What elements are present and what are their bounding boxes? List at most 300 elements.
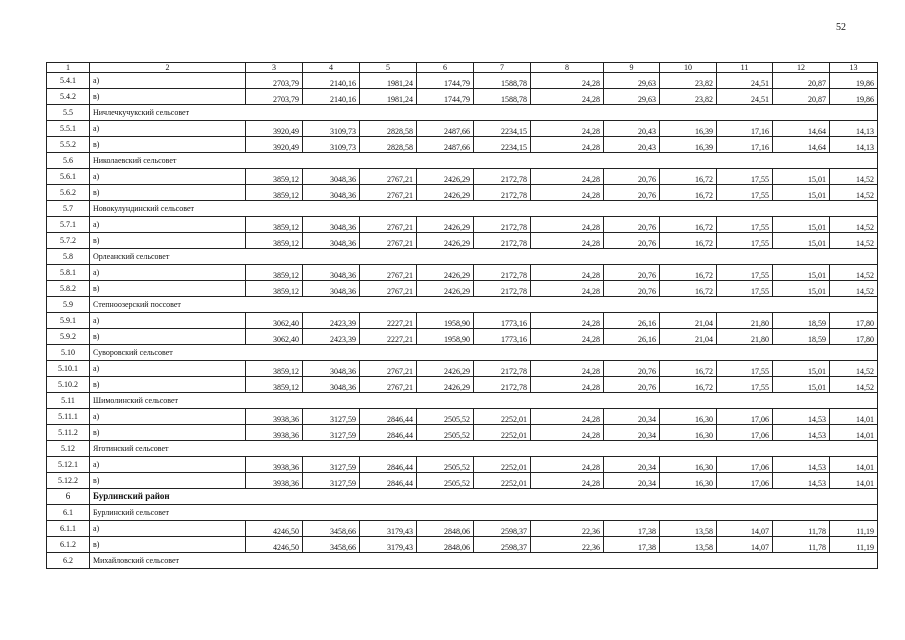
table-cell: 20,34 <box>604 425 660 441</box>
row-number: 5.11 <box>47 393 90 409</box>
table-cell: 20,76 <box>604 361 660 377</box>
table-cell: 21,80 <box>717 329 773 345</box>
table-cell: 1981,24 <box>360 73 417 89</box>
table-cell: 11,78 <box>773 521 830 537</box>
table-cell: 2505,52 <box>417 425 474 441</box>
table-cell: 24,28 <box>531 185 604 201</box>
table-cell: 20,43 <box>604 121 660 137</box>
row-number: 5.7.2 <box>47 233 90 249</box>
section-name: Степноозерский поссовет <box>90 297 878 313</box>
table-cell: 26,16 <box>604 329 660 345</box>
row-number: 5.11.2 <box>47 425 90 441</box>
table-cell: 17,55 <box>717 361 773 377</box>
table-cell: 2767,21 <box>360 185 417 201</box>
page-number: 52 <box>836 22 846 33</box>
table-cell: 17,55 <box>717 377 773 393</box>
table-cell: 17,80 <box>830 313 878 329</box>
table-cell: 24,28 <box>531 313 604 329</box>
table-cell: 2140,16 <box>303 73 360 89</box>
table-cell: 2767,21 <box>360 169 417 185</box>
table-cell: 3920,49 <box>246 137 303 153</box>
section-name: Бурлинский район <box>90 489 878 505</box>
table-cell: 20,76 <box>604 233 660 249</box>
column-header: 9 <box>604 63 660 73</box>
table-cell: 2846,44 <box>360 409 417 425</box>
section-name: Михайловский сельсовет <box>90 553 878 569</box>
table-cell: 11,78 <box>773 537 830 553</box>
section-row <box>47 201 878 217</box>
table-cell: 16,39 <box>660 121 717 137</box>
row-number: 5.9 <box>47 297 90 313</box>
table-cell: 29,63 <box>604 89 660 105</box>
table-cell: 16,30 <box>660 457 717 473</box>
table-cell: 24,51 <box>717 89 773 105</box>
table-cell: 24,28 <box>531 473 604 489</box>
table-row <box>47 265 878 281</box>
table-cell: 16,72 <box>660 361 717 377</box>
table-cell: 16,39 <box>660 137 717 153</box>
table-row <box>47 473 878 489</box>
table-cell: 2767,21 <box>360 377 417 393</box>
table-row <box>47 537 878 553</box>
row-label: в) <box>90 425 246 441</box>
table-cell: 1773,16 <box>474 313 531 329</box>
table-cell: 24,28 <box>531 137 604 153</box>
table-cell: 20,43 <box>604 137 660 153</box>
table-cell: 3859,12 <box>246 185 303 201</box>
table-cell: 16,72 <box>660 377 717 393</box>
table-cell: 1588,78 <box>474 73 531 89</box>
section-name: Ничлечкучукский сельсовет <box>90 105 878 121</box>
row-number: 5.7.1 <box>47 217 90 233</box>
table-cell: 16,72 <box>660 185 717 201</box>
table-cell: 2846,44 <box>360 425 417 441</box>
table-cell: 15,01 <box>773 169 830 185</box>
row-label: а) <box>90 361 246 377</box>
table-cell: 16,30 <box>660 425 717 441</box>
table-cell: 1744,79 <box>417 89 474 105</box>
table-cell: 16,72 <box>660 265 717 281</box>
row-label: в) <box>90 89 246 105</box>
column-header: 13 <box>830 63 878 73</box>
column-header: 5 <box>360 63 417 73</box>
table-cell: 14,01 <box>830 409 878 425</box>
table-cell: 14,13 <box>830 121 878 137</box>
table-cell: 24,28 <box>531 425 604 441</box>
table-cell: 15,01 <box>773 265 830 281</box>
table-cell: 22,36 <box>531 537 604 553</box>
table-cell: 14,53 <box>773 409 830 425</box>
table-cell: 3048,36 <box>303 265 360 281</box>
table-cell: 3938,36 <box>246 409 303 425</box>
table-cell: 2426,29 <box>417 377 474 393</box>
table-cell: 14,52 <box>830 185 878 201</box>
table-cell: 2234,15 <box>474 121 531 137</box>
table-row <box>47 313 878 329</box>
table-cell: 4246,50 <box>246 537 303 553</box>
table-cell: 2703,79 <box>246 89 303 105</box>
column-header: 6 <box>417 63 474 73</box>
table-cell: 14,52 <box>830 361 878 377</box>
column-header: 12 <box>773 63 830 73</box>
table-cell: 2423,39 <box>303 329 360 345</box>
table-row <box>47 185 878 201</box>
table-cell: 15,01 <box>773 281 830 297</box>
row-number: 5.8.1 <box>47 265 90 281</box>
row-label: в) <box>90 473 246 489</box>
table-cell: 1744,79 <box>417 73 474 89</box>
table-cell: 14,13 <box>830 137 878 153</box>
row-number: 5.10.1 <box>47 361 90 377</box>
table-cell: 2172,78 <box>474 377 531 393</box>
table-cell: 11,19 <box>830 537 878 553</box>
table-cell: 3048,36 <box>303 169 360 185</box>
table-cell: 3127,59 <box>303 457 360 473</box>
row-number: 5.6 <box>47 153 90 169</box>
table-cell: 16,72 <box>660 169 717 185</box>
section-row <box>47 441 878 457</box>
table-cell: 2426,29 <box>417 185 474 201</box>
section-name: Суворовский сельсовет <box>90 345 878 361</box>
table-cell: 3062,40 <box>246 313 303 329</box>
row-number: 6.1.2 <box>47 537 90 553</box>
table-cell: 2172,78 <box>474 185 531 201</box>
table-cell: 24,28 <box>531 457 604 473</box>
table-cell: 18,59 <box>773 313 830 329</box>
table-cell: 2423,39 <box>303 313 360 329</box>
table-cell: 20,76 <box>604 281 660 297</box>
table-cell: 15,01 <box>773 377 830 393</box>
table-row <box>47 233 878 249</box>
table-cell: 17,38 <box>604 521 660 537</box>
table-cell: 24,28 <box>531 89 604 105</box>
table-row <box>47 121 878 137</box>
table-cell: 14,01 <box>830 473 878 489</box>
table-cell: 2172,78 <box>474 265 531 281</box>
row-label: в) <box>90 233 246 249</box>
table-cell: 3048,36 <box>303 217 360 233</box>
table-cell: 2487,66 <box>417 121 474 137</box>
table-cell: 24,28 <box>531 409 604 425</box>
table-cell: 14,01 <box>830 457 878 473</box>
table-cell: 3109,73 <box>303 121 360 137</box>
table-cell: 24,28 <box>531 233 604 249</box>
table-cell: 17,06 <box>717 457 773 473</box>
column-header: 2 <box>90 63 246 73</box>
table-cell: 21,04 <box>660 329 717 345</box>
table-cell: 14,52 <box>830 217 878 233</box>
table-cell: 2172,78 <box>474 169 531 185</box>
table-cell: 20,76 <box>604 377 660 393</box>
table-cell: 14,53 <box>773 457 830 473</box>
table-cell: 2505,52 <box>417 473 474 489</box>
table-cell: 14,52 <box>830 377 878 393</box>
section-row <box>47 505 878 521</box>
table-cell: 24,28 <box>531 121 604 137</box>
table-cell: 2172,78 <box>474 281 531 297</box>
table-cell: 17,06 <box>717 425 773 441</box>
table-cell: 3938,36 <box>246 425 303 441</box>
table-row <box>47 377 878 393</box>
section-row <box>47 553 878 569</box>
row-number: 5.5.2 <box>47 137 90 153</box>
table-cell: 3859,12 <box>246 281 303 297</box>
table-row <box>47 425 878 441</box>
row-label: в) <box>90 377 246 393</box>
table-cell: 20,34 <box>604 457 660 473</box>
row-label: а) <box>90 313 246 329</box>
table-cell: 2234,15 <box>474 137 531 153</box>
section-name: Николаевский сельсовет <box>90 153 878 169</box>
table-cell: 20,34 <box>604 473 660 489</box>
section-row <box>47 297 878 313</box>
table-cell: 2140,16 <box>303 89 360 105</box>
row-number: 5.5.1 <box>47 121 90 137</box>
table-cell: 14,53 <box>773 425 830 441</box>
row-label: в) <box>90 537 246 553</box>
table-cell: 3938,36 <box>246 457 303 473</box>
table-cell: 2252,01 <box>474 425 531 441</box>
table-cell: 3048,36 <box>303 281 360 297</box>
table-cell: 3109,73 <box>303 137 360 153</box>
table-cell: 3920,49 <box>246 121 303 137</box>
table-cell: 1981,24 <box>360 89 417 105</box>
table-cell: 2846,44 <box>360 473 417 489</box>
row-label: в) <box>90 185 246 201</box>
tariff-table <box>46 62 878 569</box>
table-cell: 14,53 <box>773 473 830 489</box>
row-number: 6.1 <box>47 505 90 521</box>
table-cell: 17,55 <box>717 233 773 249</box>
table-cell: 16,72 <box>660 233 717 249</box>
table-cell: 3127,59 <box>303 473 360 489</box>
table-cell: 3062,40 <box>246 329 303 345</box>
section-row <box>47 105 878 121</box>
table-cell: 24,28 <box>531 265 604 281</box>
row-label: в) <box>90 329 246 345</box>
table-cell: 2848,06 <box>417 537 474 553</box>
table-cell: 20,76 <box>604 185 660 201</box>
row-number: 5.12 <box>47 441 90 457</box>
row-label: в) <box>90 137 246 153</box>
table-cell: 2828,58 <box>360 121 417 137</box>
table-cell: 17,55 <box>717 281 773 297</box>
table-cell: 2426,29 <box>417 233 474 249</box>
column-header: 1 <box>47 63 90 73</box>
table-cell: 2487,66 <box>417 137 474 153</box>
table-cell: 2172,78 <box>474 361 531 377</box>
row-number: 6.2 <box>47 553 90 569</box>
table-cell: 3859,12 <box>246 169 303 185</box>
column-header: 3 <box>246 63 303 73</box>
table-cell: 14,64 <box>773 137 830 153</box>
table-cell: 2767,21 <box>360 265 417 281</box>
table-cell: 1958,90 <box>417 313 474 329</box>
table-cell: 20,76 <box>604 217 660 233</box>
row-number: 5.8 <box>47 249 90 265</box>
table-cell: 2252,01 <box>474 409 531 425</box>
table-cell: 2703,79 <box>246 73 303 89</box>
row-number: 5.5 <box>47 105 90 121</box>
table-body <box>47 63 878 569</box>
table-cell: 3127,59 <box>303 409 360 425</box>
table-cell: 19,86 <box>830 73 878 89</box>
table-cell: 20,87 <box>773 73 830 89</box>
table-cell: 17,55 <box>717 217 773 233</box>
row-label: а) <box>90 521 246 537</box>
section-row <box>47 249 878 265</box>
table-cell: 14,52 <box>830 281 878 297</box>
table-cell: 2505,52 <box>417 409 474 425</box>
row-number: 5.4.2 <box>47 89 90 105</box>
row-number: 5.7 <box>47 201 90 217</box>
table-cell: 3179,43 <box>360 521 417 537</box>
table-cell: 2172,78 <box>474 233 531 249</box>
table-cell: 2767,21 <box>360 281 417 297</box>
table-cell: 23,82 <box>660 73 717 89</box>
table-cell: 3859,12 <box>246 233 303 249</box>
table-cell: 17,38 <box>604 537 660 553</box>
table-cell: 2172,78 <box>474 217 531 233</box>
row-label: а) <box>90 217 246 233</box>
table-cell: 3859,12 <box>246 361 303 377</box>
row-label: а) <box>90 457 246 473</box>
row-label: а) <box>90 73 246 89</box>
table-cell: 11,19 <box>830 521 878 537</box>
table-cell: 24,28 <box>531 73 604 89</box>
table-cell: 14,01 <box>830 425 878 441</box>
table-cell: 2426,29 <box>417 169 474 185</box>
table-cell: 24,28 <box>531 217 604 233</box>
table-cell: 26,16 <box>604 313 660 329</box>
table-cell: 2846,44 <box>360 457 417 473</box>
table-cell: 3859,12 <box>246 217 303 233</box>
section-name: Яготинский сельсовет <box>90 441 878 457</box>
table-cell: 14,64 <box>773 121 830 137</box>
table-cell: 2252,01 <box>474 457 531 473</box>
table-cell: 2505,52 <box>417 457 474 473</box>
table-cell: 16,30 <box>660 409 717 425</box>
column-header: 10 <box>660 63 717 73</box>
table-cell: 16,72 <box>660 217 717 233</box>
table-cell: 24,28 <box>531 377 604 393</box>
table-cell: 23,82 <box>660 89 717 105</box>
table-cell: 15,01 <box>773 185 830 201</box>
section-name: Новокулундинский сельсовет <box>90 201 878 217</box>
row-label: а) <box>90 121 246 137</box>
table-row <box>47 137 878 153</box>
row-number: 5.8.2 <box>47 281 90 297</box>
table-cell: 14,52 <box>830 265 878 281</box>
table-cell: 2598,37 <box>474 521 531 537</box>
column-header: 8 <box>531 63 604 73</box>
row-number: 6.1.1 <box>47 521 90 537</box>
section-name: Бурлинский сельсовет <box>90 505 878 521</box>
table-cell: 24,28 <box>531 361 604 377</box>
row-number: 5.11.1 <box>47 409 90 425</box>
section-name: Шимолинский сельсовет <box>90 393 878 409</box>
table-cell: 16,72 <box>660 281 717 297</box>
table-cell: 1773,16 <box>474 329 531 345</box>
table-cell: 15,01 <box>773 217 830 233</box>
table-row <box>47 329 878 345</box>
table-row <box>47 281 878 297</box>
section-row <box>47 345 878 361</box>
column-header: 11 <box>717 63 773 73</box>
table-cell: 3859,12 <box>246 265 303 281</box>
table-cell: 1958,90 <box>417 329 474 345</box>
table-cell: 2227,21 <box>360 329 417 345</box>
table-cell: 17,16 <box>717 121 773 137</box>
table-cell: 1588,78 <box>474 89 531 105</box>
table-cell: 3048,36 <box>303 377 360 393</box>
table-cell: 2767,21 <box>360 361 417 377</box>
table-cell: 18,59 <box>773 329 830 345</box>
table-cell: 2426,29 <box>417 217 474 233</box>
table-cell: 2426,29 <box>417 361 474 377</box>
table-cell: 20,76 <box>604 169 660 185</box>
table-cell: 17,80 <box>830 329 878 345</box>
row-label: а) <box>90 409 246 425</box>
table-cell: 15,01 <box>773 233 830 249</box>
table-cell: 21,04 <box>660 313 717 329</box>
table-cell: 13,58 <box>660 537 717 553</box>
row-label: а) <box>90 169 246 185</box>
table-row <box>47 361 878 377</box>
table-cell: 2227,21 <box>360 313 417 329</box>
section-name: Орлеанский сельсовет <box>90 249 878 265</box>
table-cell: 3859,12 <box>246 377 303 393</box>
table-cell: 29,63 <box>604 73 660 89</box>
table-row <box>47 457 878 473</box>
column-header: 4 <box>303 63 360 73</box>
table-cell: 2426,29 <box>417 281 474 297</box>
section-row <box>47 489 878 505</box>
table-row <box>47 521 878 537</box>
table-cell: 3179,43 <box>360 537 417 553</box>
table-cell: 2426,29 <box>417 265 474 281</box>
table-cell: 2828,58 <box>360 137 417 153</box>
table-cell: 19,86 <box>830 89 878 105</box>
table-cell: 3938,36 <box>246 473 303 489</box>
table-row <box>47 89 878 105</box>
table-cell: 3127,59 <box>303 425 360 441</box>
row-number: 5.10 <box>47 345 90 361</box>
row-number: 5.10.2 <box>47 377 90 393</box>
table-cell: 15,01 <box>773 361 830 377</box>
table-cell: 24,28 <box>531 169 604 185</box>
table-cell: 21,80 <box>717 313 773 329</box>
table-cell: 2767,21 <box>360 233 417 249</box>
table-cell: 3048,36 <box>303 361 360 377</box>
table-cell: 3458,66 <box>303 537 360 553</box>
row-number: 5.9.2 <box>47 329 90 345</box>
table-cell: 20,34 <box>604 409 660 425</box>
row-number: 5.6.2 <box>47 185 90 201</box>
header-row <box>47 63 878 73</box>
table-cell: 17,16 <box>717 137 773 153</box>
table-cell: 20,87 <box>773 89 830 105</box>
table-cell: 17,55 <box>717 185 773 201</box>
table-cell: 24,51 <box>717 73 773 89</box>
table-cell: 2598,37 <box>474 537 531 553</box>
table-cell: 4246,50 <box>246 521 303 537</box>
row-number: 5.6.1 <box>47 169 90 185</box>
table-cell: 14,52 <box>830 169 878 185</box>
table-row <box>47 169 878 185</box>
column-header: 7 <box>474 63 531 73</box>
table-cell: 3048,36 <box>303 185 360 201</box>
